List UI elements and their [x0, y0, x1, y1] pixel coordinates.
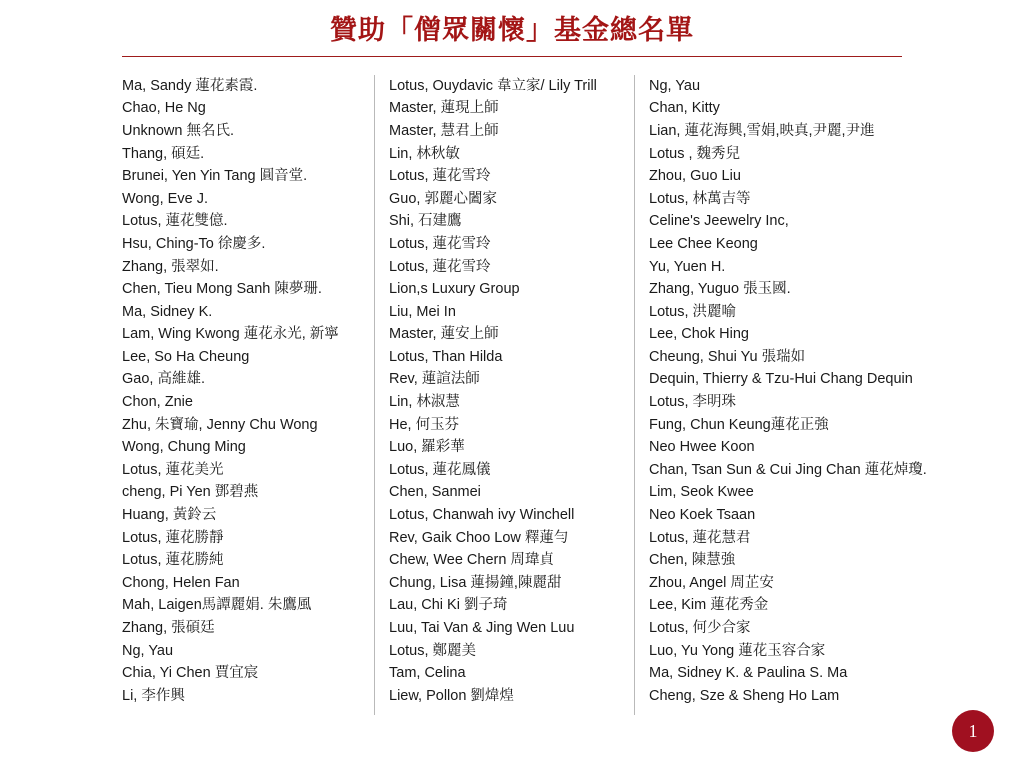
donor-entry: Lam, Wing Kwong 蓮花永光, 新寧 [122, 326, 339, 343]
donor-entry: Neo Hwee Koon [649, 439, 755, 456]
donor-entry: Lotus, 何少合家 [649, 620, 751, 636]
donor-entry: Lotus, Chanwah ivy Winchell [389, 507, 575, 524]
donor-entry: Chung, Lisa 蓮揚鐘,陳麗甜 [389, 574, 562, 591]
donor-entry: Lotus, 蓮花勝靜 [122, 529, 224, 546]
donor-entry: Zhang, 張碩廷 [122, 620, 215, 636]
donor-entry: Zhang, Yuguo 張玉國. [649, 281, 791, 298]
donor-entry: Liew, Pollon 劉煒煌 [389, 687, 514, 704]
donor-entry: Li, 李作興 [122, 687, 185, 704]
donor-entry: Zhang, 張翠如. [122, 258, 219, 275]
donor-entry: Lion,s Luxury Group [389, 281, 520, 298]
donor-entry: Lotus, 蓮花雪玲 [389, 168, 491, 185]
donor-entry: Cheng, Sze & Sheng Ho Lam [649, 687, 840, 704]
donor-entry: Lau, Chi Ki 劉子琦 [389, 597, 508, 614]
donor-entry: Chong, Helen Fan [122, 574, 240, 591]
donor-entry: Luo, 羅彩華 [389, 439, 465, 456]
donor-entry: Chen, 陳慧強 [649, 552, 736, 569]
donor-entry: Celine's Jeewelry Inc, [649, 213, 789, 230]
donor-entry: Liu, Mei In [389, 303, 456, 320]
donor-entry: Wong, Chung Ming [122, 439, 246, 456]
donor-entry: Luo, Yu Yong 蓮花玉容合家 [649, 642, 826, 659]
page-title: 贊助「僧眾關懷」基金總名單 [330, 15, 694, 46]
donor-entry: Ma, Sidney K. & Paulina S. Ma [649, 665, 848, 682]
donor-entry: Zhou, Guo Liu [649, 168, 741, 185]
donor-entry: Lotus, 蓮花雙億. [122, 213, 228, 230]
donor-entry: Brunei, Yen Yin Tang 圓音堂. [122, 168, 308, 185]
donor-entry: Neo Koek Tsaan [649, 507, 756, 524]
page-number-badge: 1 [952, 710, 994, 752]
donor-entry: Lee Chee Keong [649, 235, 758, 252]
donor-entry: Tam, Celina [389, 665, 466, 682]
donor-entry: Lotus, 蓮花雪玲 [389, 258, 491, 275]
donor-entry: Fung, Chun Keung蓮花正強 [649, 416, 829, 433]
donor-entry: Master, 蓮安上師 [389, 326, 499, 343]
donor-entry: Ng, Yau [649, 77, 701, 94]
donor-entry: Lotus, Ouydavic 韋立家/ Lily Trill [389, 77, 597, 94]
donor-entry: Lotus, Than Hilda [389, 348, 503, 365]
title-block [0, 0, 1024, 57]
donor-entry: Chen, Sanmei [389, 484, 481, 501]
donor-entry: Chew, Wee Chern 周瑋貞 [389, 552, 554, 569]
donor-entry: Chia, Yi Chen 賈宜宸 [122, 665, 259, 682]
donor-entry: Lotus , 魏秀兒 [649, 145, 741, 162]
donor-entry: Lotus, 蓮花勝純 [122, 552, 224, 569]
donor-entry: Lee, Kim 蓮花秀金 [649, 597, 769, 614]
donor-entry: Mah, Laigen馬譚麗娟. 朱鷹風 [122, 597, 312, 614]
donor-entry: Master, 蓮現上師 [389, 100, 499, 117]
donor-entry: Master, 慧君上師 [389, 122, 499, 139]
donor-entry: Dequin, Thierry & Tzu-Hui Chang Dequin [649, 371, 913, 388]
donor-entry: Lotus, 林萬吉等 [649, 190, 751, 207]
donor-entry: Guo, 郭麗心闔家 [389, 190, 497, 207]
donor-entry: Lotus, 蓮花雪玲 [389, 235, 491, 252]
donor-entry: Chao, He Ng [122, 100, 206, 117]
donor-entry: Hsu, Ching-To 徐慶多. [122, 235, 266, 252]
donor-entry: Shi, 石建鷹 [389, 213, 462, 230]
donor-entry: Zhou, Angel 周芷安 [649, 574, 774, 591]
donor-entry: Lim, Seok Kwee [649, 484, 754, 501]
donor-column-1 [112, 75, 374, 715]
donor-entry: Luu, Tai Van & Jing Wen Luu [389, 620, 575, 636]
donor-entry: Rev, Gaik Choo Low 釋蓮勻 [389, 529, 569, 546]
donor-entry: Zhu, 朱寶瑜, Jenny Chu Wong [122, 416, 318, 433]
donor-entry: Wong, Eve J. [122, 190, 208, 207]
donor-entry: Thang, 碩廷. [122, 145, 205, 162]
donor-entry: Yu, Yuen H. [649, 258, 726, 275]
donor-entry: Lotus, 蓮花鳳儀 [389, 461, 491, 478]
donor-entry: Ma, Sandy 蓮花素霞. [122, 77, 258, 94]
donor-entry: Lee, So Ha Cheung [122, 348, 250, 365]
title-divider [122, 56, 902, 57]
donor-entry: Chan, Tsan Sun & Cui Jing Chan 蓮花焯瓊. [649, 461, 927, 478]
donor-entry: Lotus, 蓮花慧君 [649, 529, 751, 546]
donor-entry: Huang, 黃鈴云 [122, 507, 217, 524]
donor-list-columns [0, 75, 1024, 715]
donor-column-3 [634, 75, 941, 715]
donor-entry: Lee, Chok Hing [649, 326, 749, 343]
donor-entry: Chan, Kitty [649, 100, 720, 117]
donor-entry: Lotus, 鄭麗美 [389, 642, 477, 659]
donor-entry: Chon, Znie [122, 394, 193, 411]
donor-entry: Lin, 林淑慧 [389, 394, 460, 411]
donor-entry: Cheung, Shui Yu 張瑞如 [649, 348, 806, 365]
donor-entry: cheng, Pi Yen 鄧碧燕 [122, 484, 259, 501]
donor-entry: Lian, 蓮花海興,雪娟,映真,尹麗,尹進 [649, 122, 875, 139]
donor-entry: Unknown 無名氏. [122, 122, 235, 139]
donor-entry: Rev, 蓮諠法師 [389, 371, 480, 388]
donor-entry: Ma, Sidney K. [122, 303, 213, 320]
donor-entry: Gao, 高維雄. [122, 371, 205, 388]
donor-entry: Chen, Tieu Mong Sanh 陳夢珊. [122, 281, 322, 298]
donor-entry: Lotus, 蓮花美光 [122, 461, 224, 478]
donor-column-2 [374, 75, 634, 715]
donor-entry: Lin, 林秋敏 [389, 145, 460, 162]
donor-entry: Ng, Yau [122, 642, 174, 659]
donor-entry: He, 何玉芬 [389, 416, 460, 433]
donor-entry: Lotus, 李明珠 [649, 394, 737, 411]
donor-entry: Lotus, 洪麗喻 [649, 303, 737, 320]
